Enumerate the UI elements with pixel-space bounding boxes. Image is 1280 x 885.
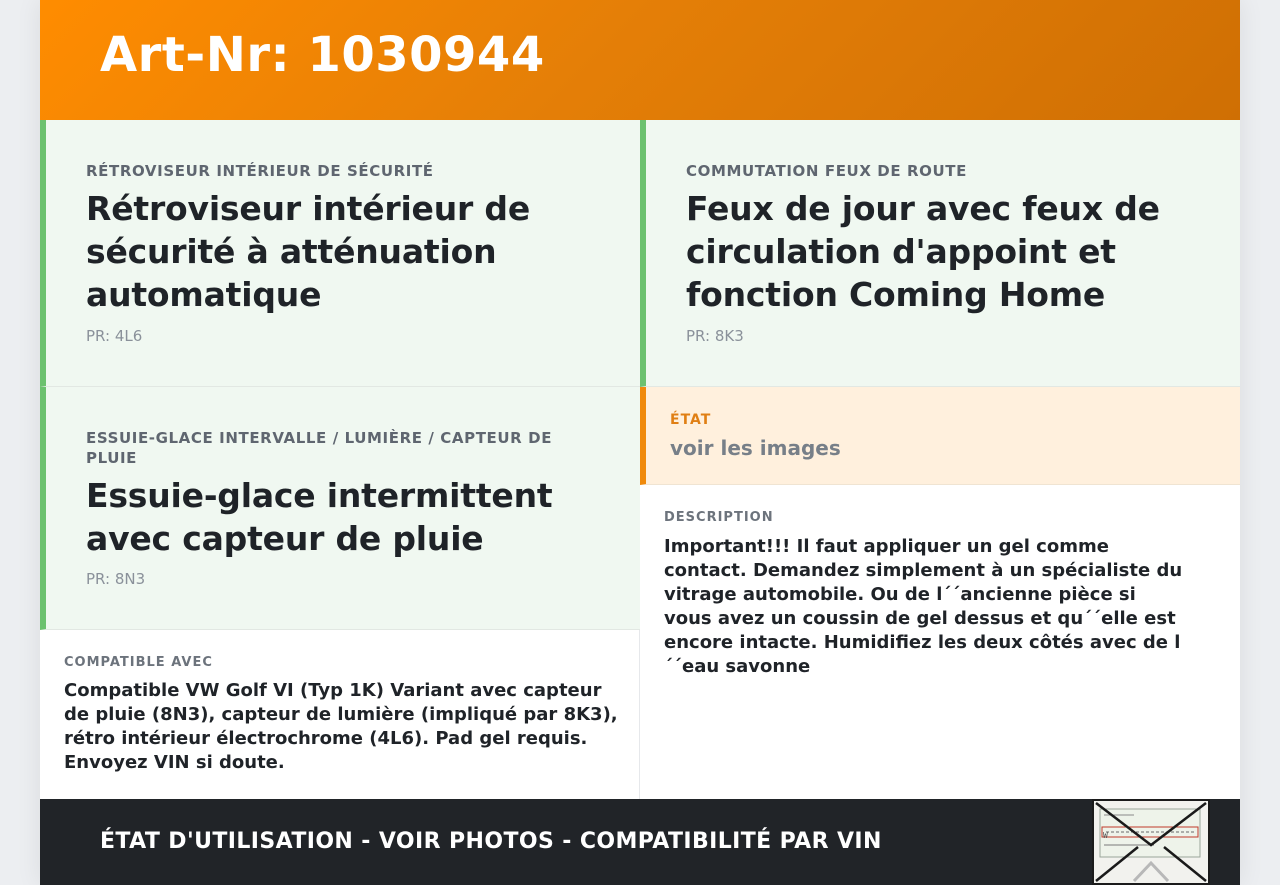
- description-label: DESCRIPTION: [664, 510, 774, 525]
- option-card-lights: [640, 120, 1240, 387]
- envelope-label-icon: [1094, 801, 1208, 883]
- description-section: [640, 485, 1240, 799]
- column-divider: [639, 630, 640, 799]
- compatible-label: COMPATIBLE AVEC: [64, 655, 213, 670]
- option-pr-code: PR: 4L6: [86, 327, 143, 345]
- option-pr-code: PR: 8K3: [686, 327, 744, 345]
- option-title: Essuie-glace intermittent avec capteur de pluie: [86, 476, 553, 558]
- compatible-text: Compatible VW Golf VI (Typ 1K) Variant avec capteur de pluie (8N3), capteur de lumière (impliqué par 8K3), rétro intérieur électrochrome (4L6). Pad gel requis. Envoyez VIN si doute.: [64, 680, 618, 773]
- option-card-wiper: [40, 387, 640, 630]
- option-title: Rétroviseur intérieur de sécurité à atténuation automatique: [86, 189, 531, 314]
- description-text: Important!!! Il faut appliquer un gel comme contact. Demandez simplement à un spécialiste du vitrage automobile. Ou de l´´ancienne pièce si vous avez un coussin de gel dessus et qu´´elle est encore intacte. Humidifiez les deux côtés avec de l´´eau savonne: [664, 536, 1183, 677]
- thumbnail-label: W: [1103, 831, 1108, 840]
- option-category: COMMUTATION FEUX DE ROUTE: [686, 162, 967, 180]
- option-card-mirror: [40, 120, 640, 387]
- article-number-title: Art-Nr: 1030944: [100, 27, 545, 83]
- footer-bar: [40, 799, 1240, 885]
- state-value: voir les images: [670, 436, 841, 460]
- header-banner: [40, 0, 1240, 120]
- state-panel: [640, 387, 1240, 485]
- footer-text: ÉTAT D'UTILISATION - VOIR PHOTOS - COMPATIBILITÉ PAR VIN: [100, 829, 882, 854]
- option-category: RÉTROVISEUR INTÉRIEUR DE SÉCURITÉ: [86, 162, 434, 180]
- product-card: [40, 0, 1240, 885]
- option-pr-code: PR: 8N3: [86, 570, 146, 588]
- option-category: ESSUIE-GLACE INTERVALLE / LUMIÈRE / CAPTEUR DE PLUIE: [86, 429, 553, 467]
- option-title: Feux de jour avec feux de circulation d'appoint et fonction Coming Home: [686, 189, 1160, 314]
- product-photo-thumbnail[interactable]: [1092, 799, 1210, 885]
- state-label: ÉTAT: [670, 412, 712, 428]
- compatible-section: [40, 630, 639, 799]
